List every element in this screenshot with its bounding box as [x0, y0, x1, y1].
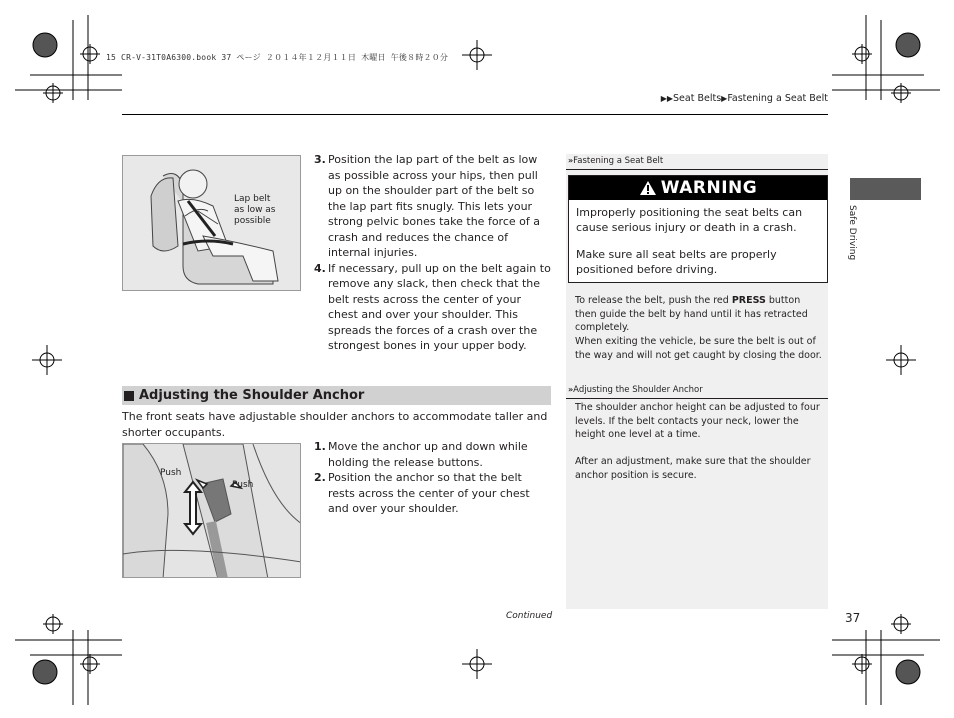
- reference-icon: »: [568, 156, 574, 165]
- push-label-left: Push: [160, 468, 182, 478]
- breadcrumb: [661, 93, 828, 104]
- chapter-tab-label: Safe Driving: [847, 205, 857, 261]
- sidebar-heading-fastening[interactable]: »Fastening a Seat Belt: [568, 156, 664, 166]
- step-1: 1. Move the anchor up and down while holding the release buttons.: [314, 440, 528, 469]
- chapter-tab[interactable]: [850, 178, 921, 200]
- continued-label: Continued: [506, 611, 553, 621]
- lap-belt-label: Lap belt as low as possible: [234, 194, 276, 226]
- anchor-height-note: The shoulder anchor height can be adjusted to four levels. If the belt contacts your neck, lower the height one level at a time.: [575, 402, 820, 440]
- lap-belt-steps: [314, 152, 552, 354]
- sidebar-heading-rule: [566, 169, 828, 170]
- anchor-secure-note: After an adjustment, make sure that the shoulder anchor position is secure.: [575, 456, 811, 481]
- breadcrumb-arrows: ▶▶: [660, 94, 674, 103]
- anchor-steps: [314, 439, 546, 517]
- page-number: 37: [845, 611, 861, 625]
- exit-vehicle-note: When exiting the vehicle, be sure the belt is out of the way and will not get caught by closing the door.: [575, 336, 822, 361]
- sidebar-heading-anchor[interactable]: »Adjusting the Shoulder Anchor: [568, 385, 703, 395]
- section-title: Adjusting the Shoulder Anchor: [139, 388, 365, 403]
- release-belt-note: To release the belt, push the red PRESS button then guide the belt by hand until it has retracted completely.: [575, 295, 808, 333]
- breadcrumb-separator: ▶: [721, 94, 728, 103]
- warning-box: [568, 175, 828, 283]
- print-header: 15 CR-V-31T0A6300.book 37 ページ ２０１４年１２月１１日 木曜日 午後８時２０分: [106, 53, 449, 62]
- shoulder-anchor-drawing: [123, 444, 301, 578]
- step-2: 2. Position the anchor so that the belt rests across the center of your chest and over your shoulder.: [314, 471, 530, 515]
- push-label-right: Push: [232, 480, 254, 490]
- section-intro: The front seats have adjustable shoulder anchors to accommodate taller and shorter occupants.: [122, 410, 548, 439]
- section-square-icon: [124, 391, 134, 401]
- reference-icon-2: »: [568, 385, 574, 394]
- shoulder-anchor-illustration: [122, 443, 301, 578]
- header-rule: [122, 114, 828, 115]
- warning-title-bar: [569, 176, 827, 200]
- step-4: 4. If necessary, pull up on the belt again to remove any slack, then check that the belt rests across the center of your chest and over your shoulder. This spreads the forces of a crash over the strongest bones in your upper body.: [314, 261, 551, 352]
- breadcrumb-fastening[interactable]: Fastening a Seat Belt: [727, 93, 828, 104]
- warning-text-2: Make sure all seat belts are properly positioned before driving.: [576, 248, 777, 276]
- step-3: 3. Position the lap part of the belt as low as possible across your hips, then pull up on the shoulder part of the belt so the lap part fits snugly. This lets your strong pelvic bones take the force of a crash and reduces the chance of internal injuries.: [314, 153, 540, 259]
- breadcrumb-seat-belts[interactable]: Seat Belts: [673, 93, 722, 104]
- warning-text-1: Improperly positioning the seat belts can cause serious injury or death in a crash.: [576, 206, 803, 234]
- press-button-label: PRESS: [731, 295, 766, 306]
- up-down-arrow-icon: [185, 482, 201, 534]
- warning-triangle-icon: [639, 180, 657, 196]
- lap-belt-illustration: [122, 155, 301, 291]
- sidebar-heading-rule-2: [566, 398, 828, 399]
- section-title-bar: [122, 386, 551, 405]
- warning-title: WARNING: [660, 178, 758, 198]
